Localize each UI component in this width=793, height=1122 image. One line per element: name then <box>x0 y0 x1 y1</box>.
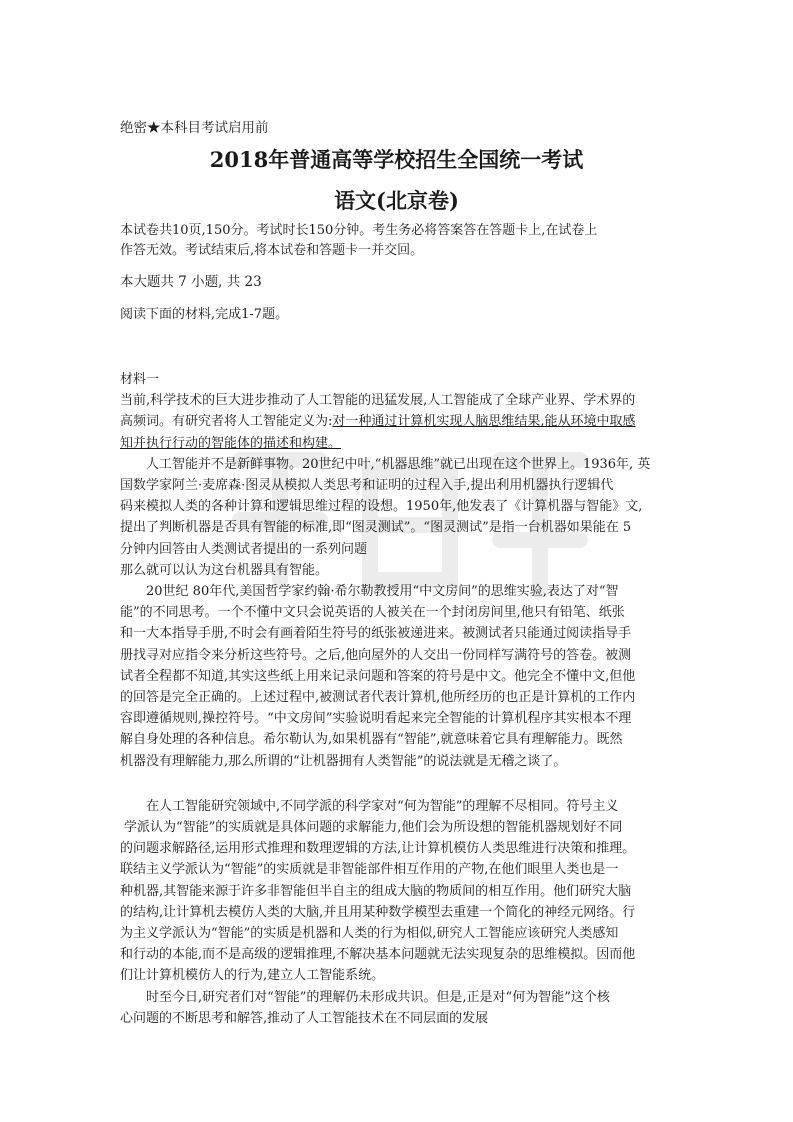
paragraph-line: 能”的不同思考。一个不懂中文只会说英语的人被关在一个封闭房间里,他只有铅笔、纸张 <box>120 605 625 621</box>
paragraph-line: 册找寻对应指令来分析这些符号。之后,他向屋外的人交出一份同样写满符号的答卷。被测 <box>120 647 632 663</box>
paragraph-line: 的回答是完全正确的。上述过程中,被测试者代表计算机,他所经历的也正是计算机的工作内 <box>120 690 636 706</box>
material-heading: 材料一 <box>120 372 160 387</box>
exam-title: 2018年普通高等学校招生全国统一考试 <box>209 147 584 172</box>
paragraph-line: 容即遵循规则,操控符号。“中文房间”实验说明看起来完全智能的计算机程序其实根本不理 <box>120 711 632 727</box>
paragraph-line: 时至今日,研究者们对“智能”的理解仍未形成共识。但是,正是对“何为智能”这个核 <box>146 989 610 1005</box>
paragraph-line: 机器没有理解能力,那么所谓的“让机器拥有人类智能”的说法就是无稽之谈了。 <box>120 753 567 769</box>
paragraph-line: 的结构,让计算机去模仿人类的大脑,并且用某种数学模型去重建一个简化的神经元网络。行 <box>120 904 636 920</box>
paragraph-line: 心问题的不断思考和解答,推动了人工智能技术在不同层面的发展 <box>120 1010 489 1026</box>
paragraph-line: 提出了判断机器是否具有智能的标准,即“图灵测试”。“图灵测试”是指一台机器如果能在 5 <box>120 520 632 536</box>
paragraph-line: 人工智能并不是新鲜事物。20世纪中叶,“机器思维”就已出现在这个世界上。1936年, 英 <box>146 456 651 472</box>
paragraph-line: 和一大本指导手册,不时会有画着陌生符号的纸张被递进来。被测试者只能通过阅读指导手 <box>120 626 632 642</box>
notice-line: 作答无效。考试结束后,将本试卷和答题卡一并交回。 <box>120 243 424 258</box>
paragraph-line: 分钟内回答由人类测试者提出的一系列问题 <box>120 541 368 557</box>
underlined-definition: 对一种通过计算机实现人脑思维结果,能从环境中取感 <box>332 414 636 430</box>
underlined-definition: 知并执行行动的智能体的描述和构建。 <box>120 435 342 451</box>
exam-subtitle: 语文(北京卷) <box>334 188 459 213</box>
paragraph-line: 种机器,其智能来源于许多非智能但半自主的组成大脑的物质间的相互作用。他们研究大脑 <box>120 883 632 899</box>
text-span: 高频词。有研究者将人工智能定义为: <box>120 414 333 430</box>
paragraph-line: 联结主义学派认为“智能”的实质就是非智能部件相互作用的产物,在他们眼里人类也是一 <box>120 862 619 878</box>
paragraph-gap <box>120 772 680 796</box>
paragraph-line: 码来模拟人类的各种计算和逻辑思维过程的设想。1950年,他发表了《计算机器与智能》文, <box>120 499 643 515</box>
paragraph-line: 的问题求解路径,运用形式推理和数理逻辑的方法,让计算机模仿人类思维进行决策和推理。 <box>120 841 636 857</box>
exam-notice <box>120 221 680 261</box>
section-title: 本大题共 7 小题, 共 23 <box>120 274 262 290</box>
paragraph-line: 为主义学派认为“智能”的实质是机器和人类的行为相似,研究人工智能应该研究人类感知 <box>120 926 619 942</box>
paragraph-line: 试者全程都不知道,其实这些纸上用来记录问题和答案的符号是中文。他完全不懂中文,但他 <box>120 668 636 684</box>
paragraph-line: 们让计算机模仿人的行为,建立人工智能系统。 <box>120 968 385 984</box>
paragraph-line: 在人工智能研究领域中,不同学派的科学家对“何为智能”的理解不尽相同。符号主义 <box>146 798 619 814</box>
paragraph-line: 当前,科学技术的巨大进步推动了人工智能的迅猛发展,人工智能成了全球产业界、学术界的 <box>120 393 636 409</box>
paragraph-line: 20世纪 80年代,美国哲学家约翰·希尔勒教授用“中文房间”的思维实验,表达了对“智 <box>146 584 619 600</box>
paragraph-line: 和行动的本能,而不是高级的逻辑推理,不解决基本问题就无法实现复杂的思维模拟。因而他 <box>120 947 636 963</box>
paragraph-line: 那么就可以认为这台机器具有智能。 <box>120 562 329 578</box>
paragraph-line <box>120 411 680 432</box>
paragraph-line: 解自身处理的各种信息。希尔勒认为,如果机器有“智能”,就意味着它具有理解能力。既然 <box>120 732 623 748</box>
paragraph-line: 学派认为“智能”的实质就是具体问题的求解能力,他们会为所设想的智能机器规划好不同 <box>124 820 623 836</box>
notice-line: 本试卷共10页,150分。考试时长150分钟。考生务必将答案答在答题卡上,在试卷上 <box>120 223 598 238</box>
reading-material <box>120 369 680 1029</box>
section-instruction: 阅读下面的材料,完成1-7题。 <box>120 307 289 322</box>
paragraph-line: 国数学家阿兰·麦席森·图灵从模拟人类思考和证明的过程入手,提出利用机器执行逻辑代 <box>120 478 614 494</box>
confidential-label: 绝密★本科目考试启用前 <box>120 120 269 136</box>
